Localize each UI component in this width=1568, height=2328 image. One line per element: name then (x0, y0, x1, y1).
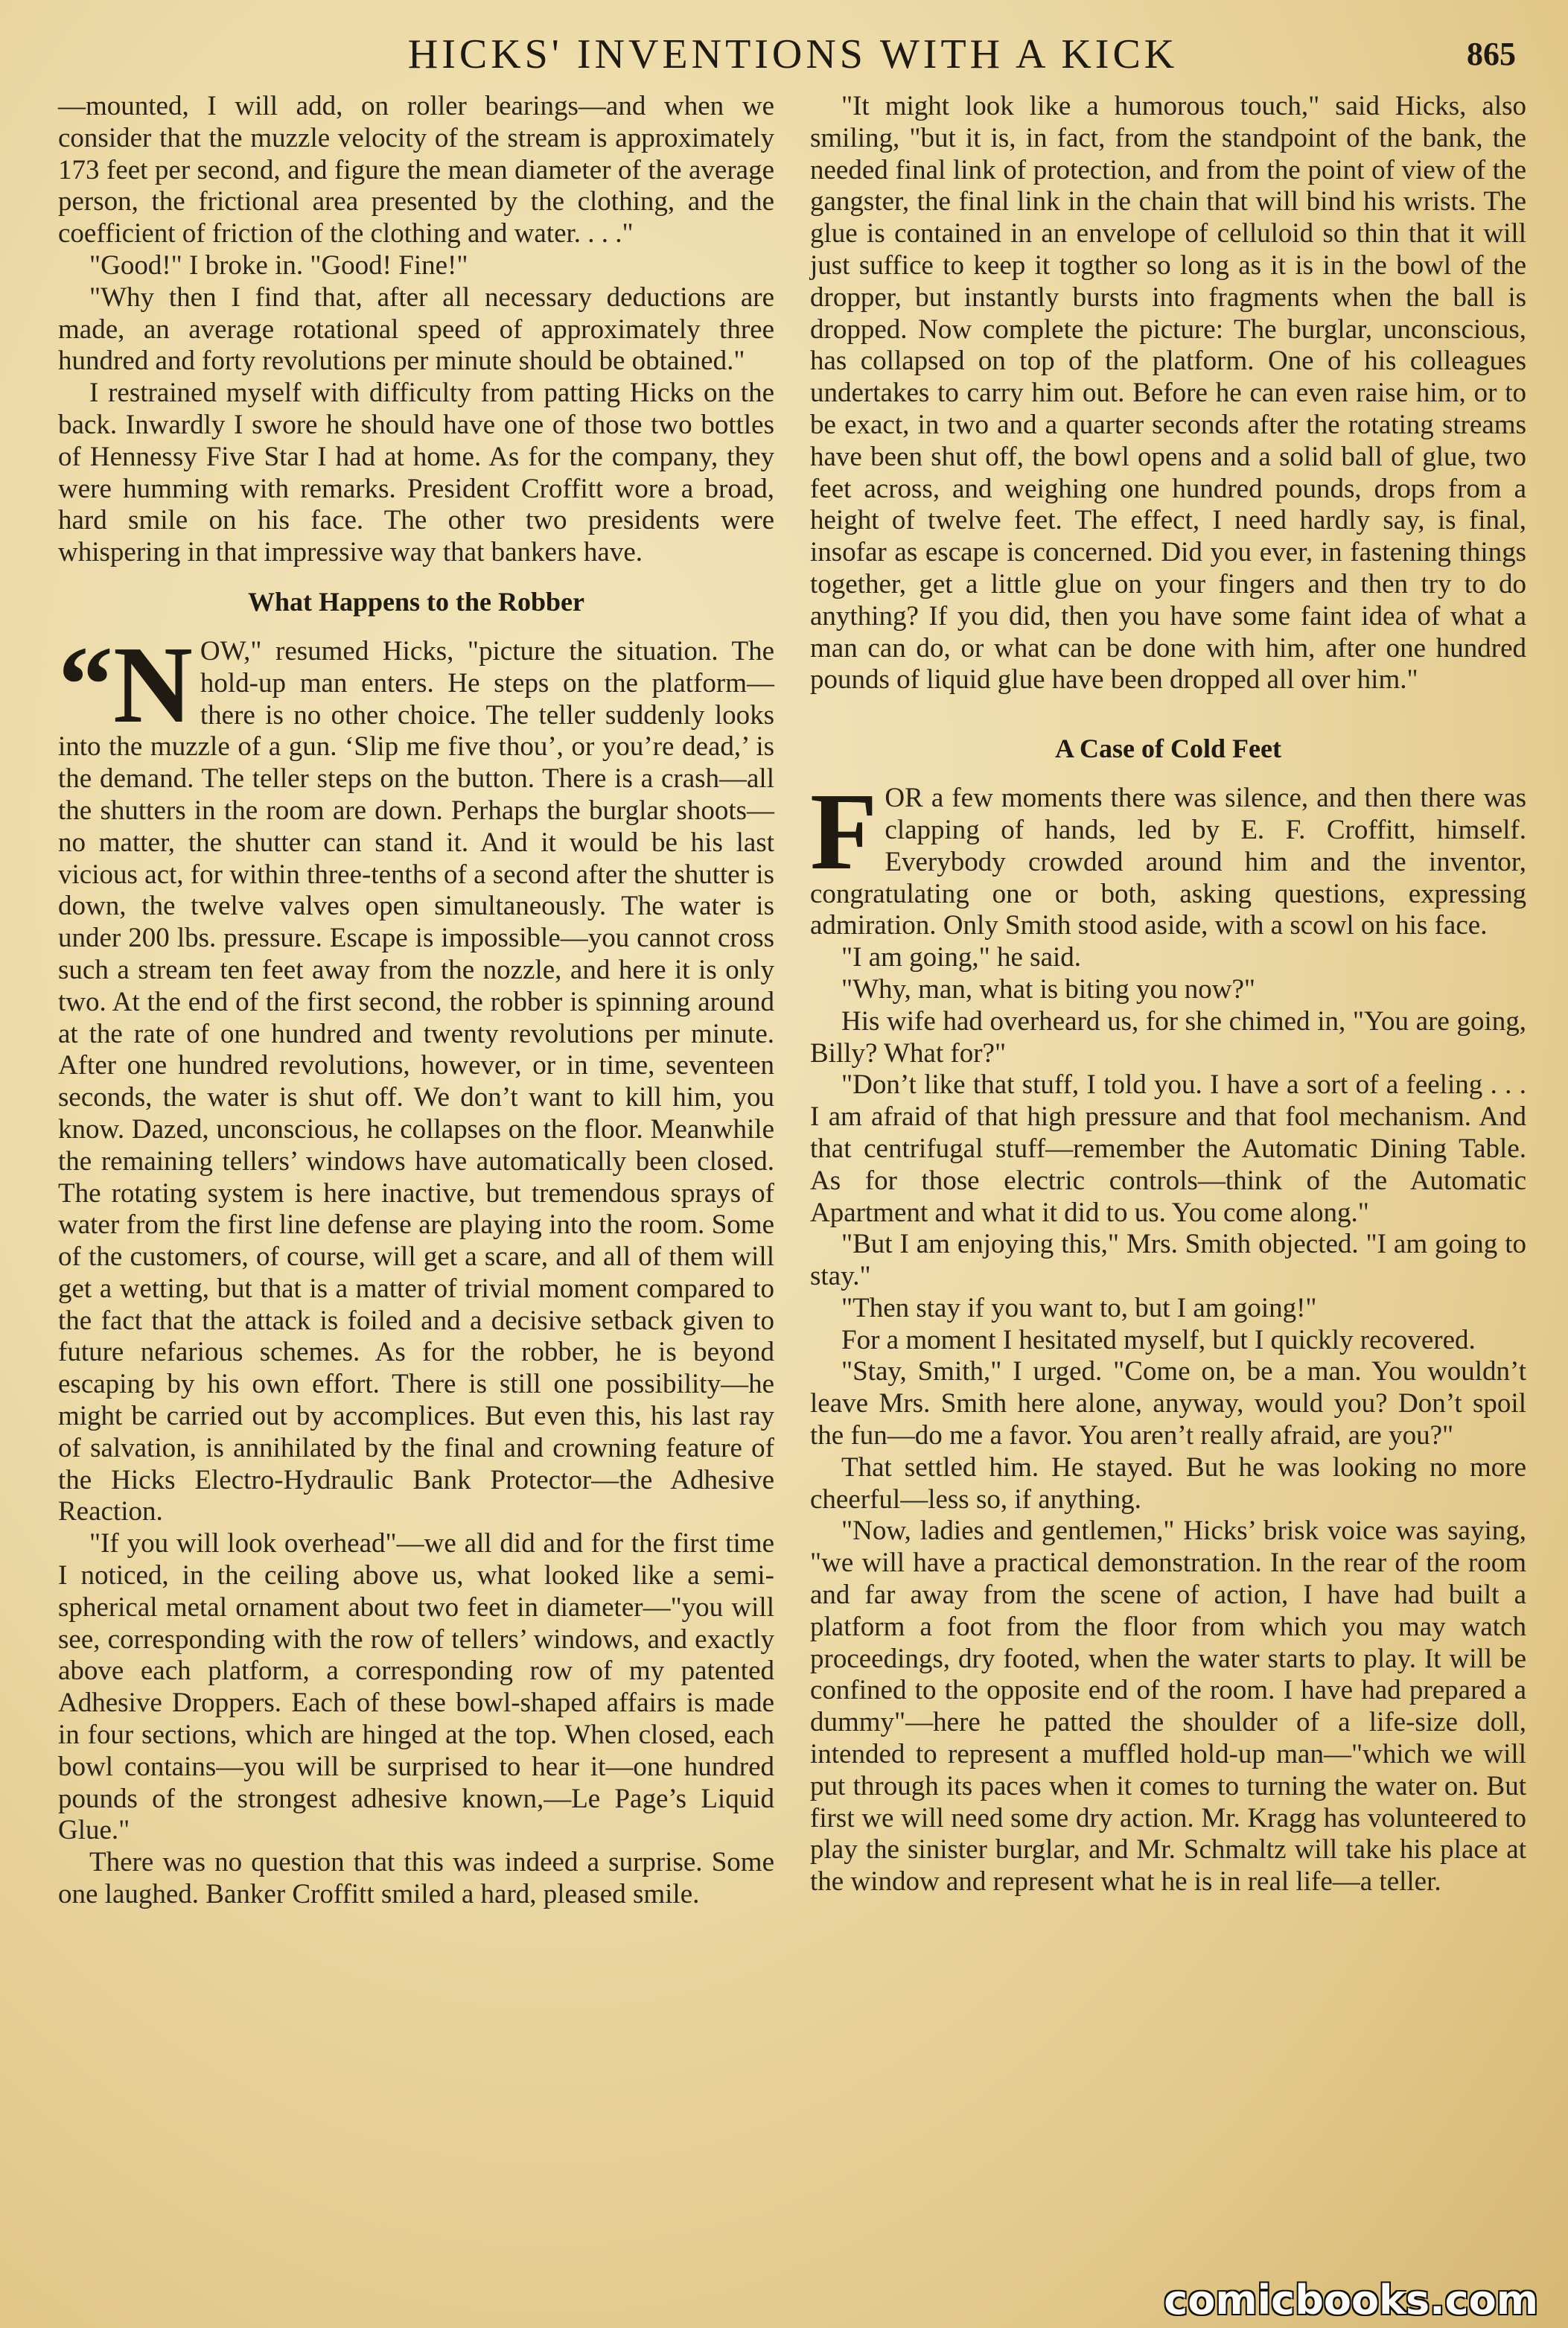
paragraph: "But I am enjoying this," Mrs. Smith objected. "I am going to stay." (810, 1229, 1526, 1292)
dropcap-letter: N (113, 623, 193, 746)
page-number: 865 (1467, 36, 1516, 72)
dropcap (58, 623, 193, 746)
paragraph: "Why, man, what is biting you now?" (841, 973, 1256, 1005)
paragraph: "Why then I find that, after all necessary deductions are made, an average rotational speed of approximately three hundred and forty revolutions per minute should be obtained." (58, 282, 774, 377)
paragraph: "It might look like a humorous touch," said Hicks, also smiling, "but it is, in fact, from the standpoint of the bank, the needed final link of protection, and from the point of view of the gangster, the final link in the chain that will bind his wrists. The glue is contained in an envelope of celluloid so thin that it will just suffice to keep it togther so long as it is in the bowl of the dropper, but instantly bursts into fragments when the ball is dropped. Now complete the picture: The burglar, unconscious, has collapsed on top of the platform. One of his colleagues undertakes to carry him out. Before he can even raise him, or to be exact, in two and a quarter seconds after the rotating streams have been shut off, the bowl opens and a solid ball of glue, two feet across, and weighing one hundred pounds, drops from a height of twelve feet. The effect, I need hardly say, is final, insofar as escape is concerned. Did you ever, in fastening things together, get a little glue on your fingers and then try to do anything? If you did, then you have some faint idea of what a man can do, or what can be done with him, after one hundred pounds of liquid glue have been dropped all over him." (810, 91, 1526, 696)
dropcap (810, 771, 878, 894)
paragraph: "Stay, Smith," I urged. "Come on, be a man. You wouldn’t leave Mrs. Smith here alone, anyway, would you? Don’t spoil the fun—do me a favor. You aren’t really afraid, are you?" (810, 1356, 1526, 1451)
section-heading: What Happens to the Robber (247, 586, 585, 617)
paragraph-text: OW," resumed Hicks, "picture the situation. The hold-up man enters. He steps on the platform—there is no other choice. The teller suddenly looks into the muzzle of a gun. ‘Slip me five thou’, or you’re dead,’ is the demand. The teller steps on the button. There is a crash—all the shutters in the room are down. Perhaps the burglar shoots—no matter, the shutter can stand it. And it would be his last vicious act, for within three-tenths of a second after the shutter is down, the twelve valves open simultaneously. The water is under 200 lbs. pressure. Escape is impossible—you cannot cross such a stream ten feet away from the nozzle, and here it is only two. At the end of the first second, the robber is spinning around at the rate of one hundred and twenty revolutions per minute. After one hundred revolutions, however, or in time, seventeen seconds, the water is shut off. We don’t want to kill him, you know. Dazed, unconscious, he collapses on the floor. Meanwhile the remaining tellers’ windows have automatically been closed. The rotating system is here inactive, but tremendous sprays of water from the first line defense are playing into the room. Some of the customers, of course, will get a scare, and all of them will get a wetting, but that is a matter of trivial moment compared to the fact that the attack is foiled and a decisive setback given to future nefarious schemes. As for the robber, he is beyond escaping by his own effort. There is still one possibility—he might be carried out by accomplices. But even this, his last ray of salvation, is annihilated by the final and crowning feature of the Hicks Electro-Hydraulic Bank Protector—the Adhesive Reaction. (58, 635, 774, 1527)
page-title: HICKS' INVENTIONS WITH A KICK (407, 31, 1179, 77)
paragraph: "Good!" I broke in. "Good! Fine!" (89, 249, 468, 281)
paragraph: "Then stay if you want to, but I am going!" (841, 1292, 1317, 1323)
paragraph-text: OR a few moments there was silence, and then there was clapping of hands, led by E. F. Croffitt, himself. Everybody crowded around him and the inventor, congratulating one or both, asking questions, expressing admiration. Only Smith stood aside, with a scowl on his face. (810, 783, 1526, 941)
paragraph: "Now, ladies and gentlemen," Hicks’ brisk voice was saying, "we will have a practical demonstration. In the rear of the room and far away from the scene of action, I have had built a platform a foot from the floor from which you may watch proceedings, dry footed, when the water starts to play. It will be confined to the opposite end of the room. I have had prepared a dummy"—here he patted the shoulder of a life-size doll, intended to represent a muffled hold-up man—"which we will put through its paces when it comes to turning the water on. But first we will need some dry action. Mr. Kragg has volunteered to play the sinister burglar, and Mr. Schmaltz will take his place at the window and represent what he is in real life—a teller. (810, 1516, 1526, 1898)
paragraph: —mounted, I will add, on roller bearings—and when we consider that the muzzle velocity of the stream is approximately 173 feet per second, and figure the mean diameter of the average person, the frictional area presented by the clothing, and the coefficient of friction of the clothing and water. . . ." (58, 91, 774, 249)
paragraph: There was no question that this was indeed a surprise. Some one laughed. Banker Croffitt smiled a hard, pleased smile. (58, 1847, 774, 1910)
dropcap-quote: “ (58, 623, 113, 746)
paragraph: His wife had overheard us, for she chimed in, "You are going, Billy? What for?" (810, 1005, 1526, 1069)
right-column (810, 91, 1526, 1898)
paragraph: "If you will look overhead"—we all did and for the first time I noticed, in the ceiling above us, what looked like a semi-spherical metal ornament about two feet in diameter—"you will see, corresponding with the row of tellers’ windows, and exactly above each platform, a corresponding row of my patented Adhesive Droppers. Each of these bowl-shaped affairs is made in four sections, which are hinged at the top. When closed, each bowl contains—you will be surprised to hear it—one hundred pounds of the strongest adhesive known,—Le Page’s Liquid Glue." (58, 1528, 774, 1846)
dropcap-letter: F (810, 771, 878, 894)
paragraph: "Don’t like that stuff, I told you. I have a sort of a feeling . . . I am afraid of that high pressure and that fool mechanism. And that centrifugal stuff—remember the Automatic Dining Table. As for those electric controls—think of the Automatic Apartment and what it did to us. You come along." (810, 1069, 1526, 1228)
paragraph: For a moment I hesitated myself, but I quickly recovered. (841, 1324, 1476, 1355)
watermark: comicbooks.com (1164, 2277, 1538, 2324)
page-header (0, 28, 1568, 80)
paragraph (58, 623, 774, 1528)
paragraph: That settled him. He stayed. But he was looking no more cheerful—less so, if anything. (810, 1451, 1526, 1515)
paragraph: I restrained myself with difficulty from patting Hicks on the back. Inwardly I swore he should have one of those two bottles of Hennessy Five Star I had at home. As for the company, they were humming with remarks. President Croffitt wore a broad, hard smile on his face. The other two presidents were whispering in that impressive way that bankers have. (58, 378, 774, 568)
section-heading: A Case of Cold Feet (1055, 734, 1281, 764)
paragraph (810, 771, 1526, 942)
left-column (58, 91, 774, 1911)
paragraph: "I am going," he said. (841, 942, 1082, 973)
